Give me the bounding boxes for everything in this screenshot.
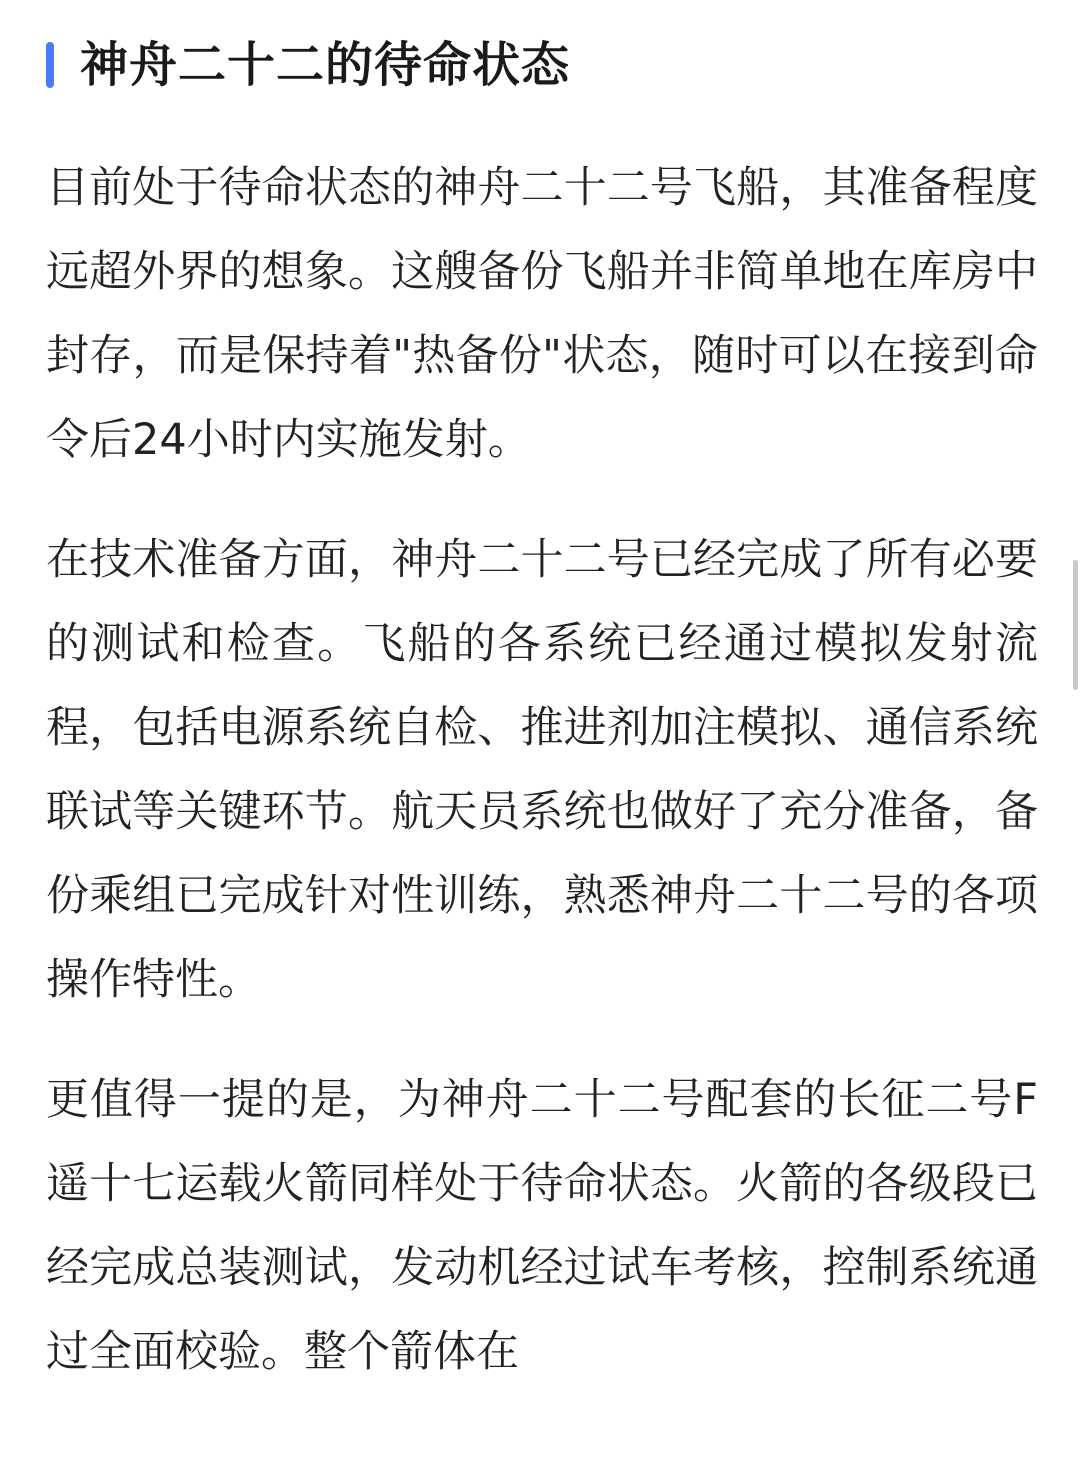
paragraph-rocket-readiness: 更值得一提的是，为神舟二十二号配套的长征二号F遥十七运载火箭同样处于待命状态。火箭的各级段已经完成总装测试，发动机经过试车考核，控制系统通过全面校验。整个箭体在 bbox=[46, 1075, 1038, 1377]
section-title: 神舟二十二的待命状态 bbox=[80, 37, 571, 93]
paragraph-standby-status: 目前处于待命状态的神舟二十二号飞船，其准备程度远超外界的想象。这艘备份飞船并非简单地在库房中封存，而是保持着"热备份"状态，随时可以在接到命令后24小时内实施发射。 bbox=[46, 163, 1038, 465]
article-body bbox=[46, 0, 1038, 1394]
heading-accent-bar bbox=[46, 42, 54, 88]
paragraph-technical-preparation: 在技术准备方面，神舟二十二号已经完成了所有必要的测试和检查。飞船的各系统已经通过模拟发射流程，包括电源系统自检、推进剂加注模拟、通信系统联试等关键环节。航天员系统也做好了充分准备，备份乘组已完成针对性训练，熟悉神舟二十二号的各项操作特性。 bbox=[46, 535, 1038, 1005]
section-heading bbox=[46, 34, 1038, 96]
scrollbar-thumb[interactable] bbox=[1073, 560, 1078, 690]
